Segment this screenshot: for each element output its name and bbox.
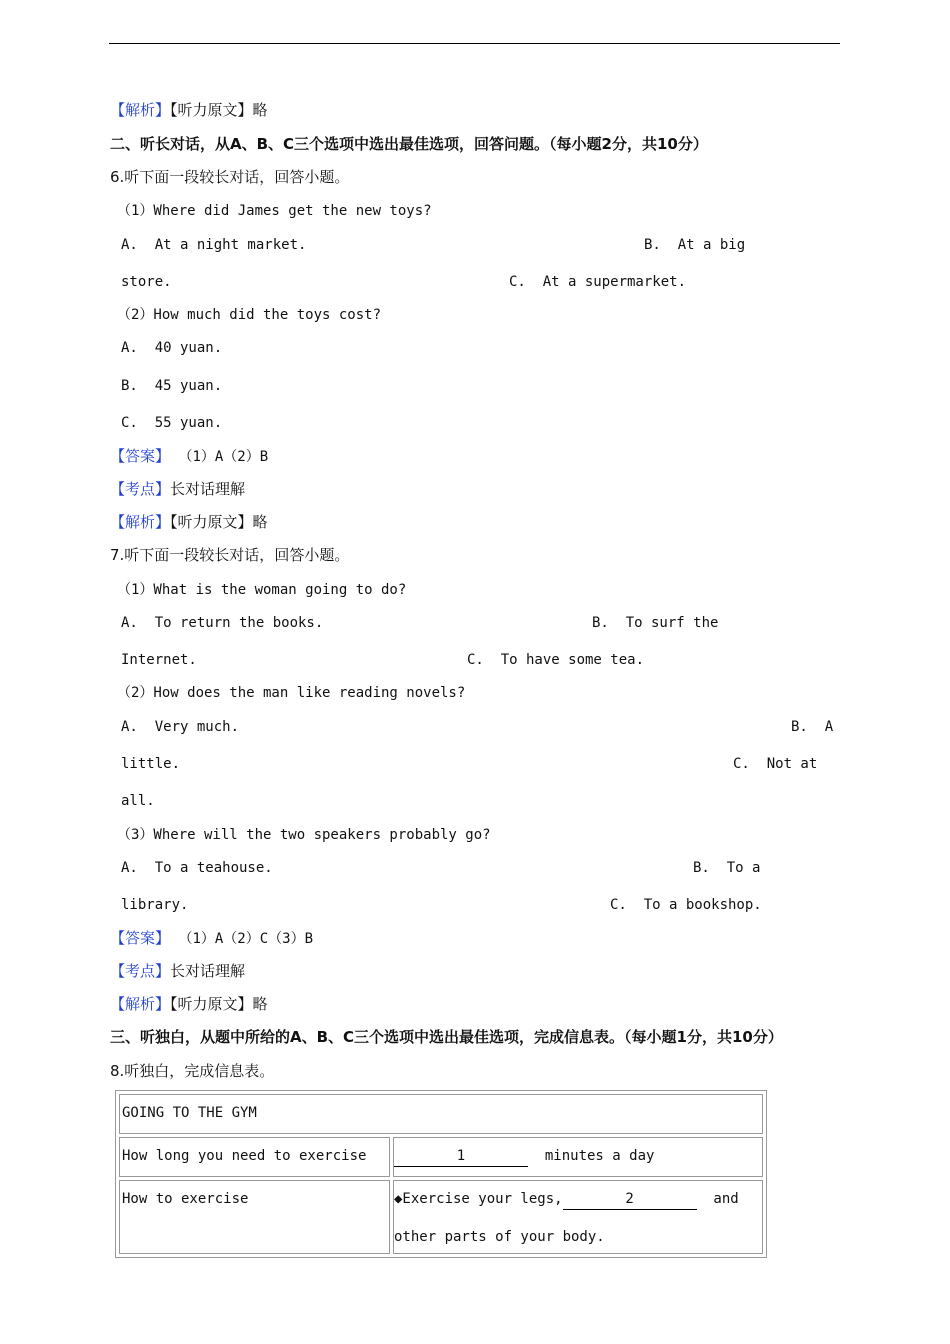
analysis-line bbox=[110, 100, 268, 120]
q7-sub1-question: （1）What is the woman going to do? bbox=[117, 582, 407, 598]
q7-sub2-option-c-cont: all. bbox=[121, 793, 155, 809]
answer-text: （1）A（2）B bbox=[170, 449, 269, 465]
table-row2-value-line1 bbox=[394, 1189, 739, 1210]
q6-sub2-option-c: C. 55 yuan. bbox=[121, 415, 223, 431]
q7-sub2-option-c: C. Not at bbox=[733, 756, 818, 772]
q6-title: 6.听下面一段较长对话，回答小题。 bbox=[110, 168, 350, 186]
answer-text: （1）A（2）C（3）B bbox=[170, 931, 314, 947]
point-tag: 【考点】 bbox=[110, 962, 171, 980]
q7-point bbox=[110, 961, 245, 981]
header-rule bbox=[109, 43, 840, 44]
q7-sub2-question: （2）How does the man like reading novels? bbox=[117, 685, 466, 701]
q7-sub3-option-b: B. To a bbox=[693, 860, 761, 876]
answer-tag: 【答案】 bbox=[110, 929, 171, 947]
section-3-title: 三、听独白，从题中所给的A、B、C三个选项中选出最佳选项，完成信息表。（每小题1分，共10分） bbox=[110, 1028, 783, 1046]
q8-title: 8.听独白，完成信息表。 bbox=[110, 1062, 275, 1080]
q7-sub1-option-b: B. To surf the bbox=[592, 615, 719, 631]
q7-title: 7.听下面一段较长对话，回答小题。 bbox=[110, 546, 350, 564]
row2-prefix: ◆Exercise your legs, bbox=[394, 1191, 563, 1207]
q6-sub2-question: （2）How much did the toys cost? bbox=[117, 307, 382, 323]
q7-sub1-option-b-cont: Internet. bbox=[121, 652, 197, 668]
analysis-tag: 【解析】 bbox=[110, 101, 171, 119]
table-row1-value-cell bbox=[393, 1137, 763, 1177]
q7-sub3-option-b-cont: library. bbox=[121, 897, 189, 913]
q6-sub2-option-b: B. 45 yuan. bbox=[121, 378, 223, 394]
analysis-tag: 【解析】 bbox=[110, 995, 171, 1013]
table-row1-label-cell bbox=[119, 1137, 390, 1177]
table-row1-label: How long you need to exercise bbox=[122, 1148, 367, 1164]
analysis-text: 【听力原文】略 bbox=[170, 995, 268, 1013]
q7-sub3-option-a: A. To a teahouse. bbox=[121, 860, 273, 876]
table-row2-value-line2: other parts of your body. bbox=[394, 1229, 605, 1245]
row1-suffix: minutes a day bbox=[528, 1148, 655, 1164]
analysis-tag: 【解析】 bbox=[110, 513, 171, 531]
q7-sub3-question: （3）Where will the two speakers probably go? bbox=[117, 827, 491, 843]
q6-sub1-option-b: B. At a big bbox=[644, 237, 746, 253]
analysis-text: 【听力原文】略 bbox=[170, 101, 268, 119]
point-text: 长对话理解 bbox=[170, 480, 246, 498]
q7-sub2-option-b-cont: little. bbox=[121, 756, 181, 772]
q7-analysis bbox=[110, 994, 268, 1014]
q6-analysis bbox=[110, 512, 268, 532]
analysis-text: 【听力原文】略 bbox=[170, 513, 268, 531]
q7-sub2-option-a: A. Very much. bbox=[121, 719, 240, 735]
q7-sub1-option-c: C. To have some tea. bbox=[467, 652, 645, 668]
q7-answer bbox=[110, 928, 313, 949]
q7-sub1-option-a: A. To return the books. bbox=[121, 615, 324, 631]
section-2-title: 二、听长对话，从A、B、C三个选项中选出最佳选项，回答问题。（每小题2分，共10分） bbox=[110, 135, 708, 153]
q7-sub2-option-b: B. A bbox=[791, 719, 834, 735]
q6-sub1-option-c: C. At a supermarket. bbox=[509, 274, 687, 290]
table-row2-label-cell bbox=[119, 1180, 390, 1254]
q6-answer bbox=[110, 446, 268, 467]
table-row2-label: How to exercise bbox=[122, 1191, 249, 1207]
answer-blank-2[interactable]: 2 bbox=[563, 1189, 697, 1210]
point-text: 长对话理解 bbox=[170, 962, 246, 980]
answer-tag: 【答案】 bbox=[110, 447, 171, 465]
table-row1-value bbox=[394, 1146, 654, 1167]
q6-sub1-option-b-cont: store. bbox=[121, 274, 172, 290]
q6-point bbox=[110, 479, 245, 499]
table-row2-value-cell bbox=[393, 1180, 763, 1254]
point-tag: 【考点】 bbox=[110, 480, 171, 498]
row2-suffix: and bbox=[696, 1191, 739, 1207]
q6-sub2-option-a: A. 40 yuan. bbox=[121, 340, 223, 356]
answer-blank-1[interactable]: 1 bbox=[394, 1146, 528, 1167]
q6-sub1-question: （1）Where did James get the new toys? bbox=[117, 203, 432, 219]
q7-sub3-option-c: C. To a bookshop. bbox=[610, 897, 762, 913]
info-table bbox=[115, 1090, 767, 1258]
table-heading: GOING TO THE GYM bbox=[122, 1105, 257, 1121]
q6-sub1-option-a: A. At a night market. bbox=[121, 237, 307, 253]
table-heading-cell bbox=[119, 1094, 763, 1134]
